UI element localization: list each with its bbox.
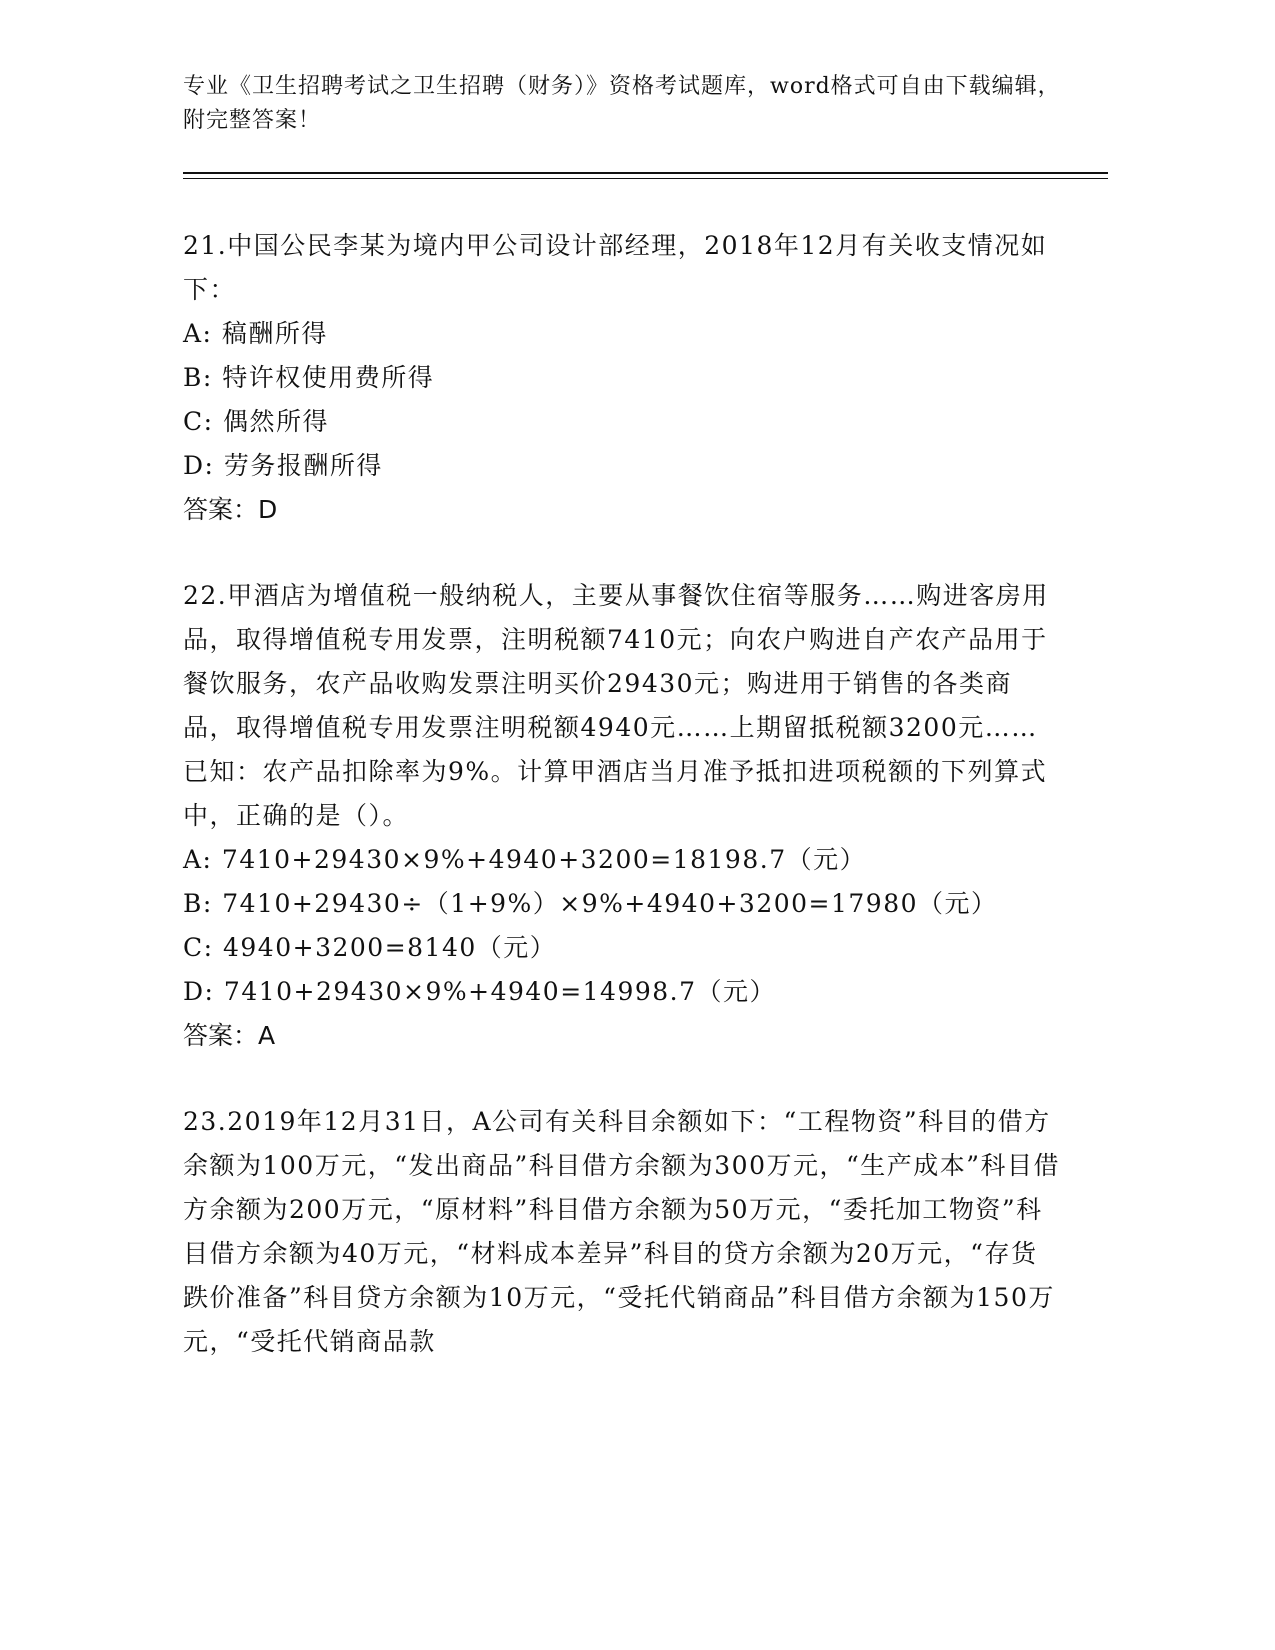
answer: 答案：D bbox=[183, 495, 278, 524]
question-list bbox=[183, 224, 1063, 1406]
header-rule-thick bbox=[183, 172, 1108, 174]
document-header: 专业《卫生招聘考试之卫生招聘（财务）》资格考试题库，word格式可自由下载编辑，附完整答案！ bbox=[183, 74, 1061, 133]
question-23 bbox=[183, 1100, 1063, 1364]
option-b: B: 7410+29430÷（1+9%）×9%+4940+3200=17980（元） bbox=[183, 889, 998, 918]
option-d: D: 劳务报酬所得 bbox=[183, 451, 383, 480]
question-21 bbox=[183, 224, 1063, 532]
option-a: A: 稿酬所得 bbox=[183, 319, 328, 348]
option-b: B: 特许权使用费所得 bbox=[183, 363, 435, 392]
question-text: 21.中国公民李某为境内甲公司设计部经理，2018年12月有关收支情况如下： bbox=[183, 231, 1048, 304]
option-a: A: 7410+29430×9%+4940+3200=18198.7（元） bbox=[183, 845, 867, 874]
question-text: 23.2019年12月31日，A公司有关科目余额如下：“工程物资”科目的借方余额为100万元，“发出商品”科目借方余额为300万元，“生产成本”科目借方余额为200万元，“原材料”科目借方余额为50万元，“委托加工物资”科目借方余额为40万元，“材料成本差异”科目的贷方余额为20万元，“存货跌价准备”科目贷方余额为10万元，“受托代销商品”科目借方余额为150万元，“受托代销商品款 bbox=[183, 1107, 1061, 1356]
answer: 答案：A bbox=[183, 1021, 276, 1050]
option-c: C: 偶然所得 bbox=[183, 407, 329, 436]
question-text: 22.甲酒店为增值税一般纳税人，主要从事餐饮住宿等服务……购进客房用品，取得增值税专用发票，注明税额7410元；向农户购进自产农产品用于餐饮服务，农产品收购发票注明买价29430元；购进用于销售的各类商品，取得增值税专用发票注明税额4940元……上期留抵税额3200元……已知：农产品扣除率为9%。计算甲酒店当月准予抵扣进项税额的下列算式中，正确的是（）。 bbox=[183, 581, 1049, 830]
option-c: C: 4940+3200=8140（元） bbox=[183, 933, 557, 962]
question-22 bbox=[183, 574, 1063, 1058]
option-d: D: 7410+29430×9%+4940=14998.7（元） bbox=[183, 977, 777, 1006]
header-rule-thin bbox=[183, 178, 1108, 179]
